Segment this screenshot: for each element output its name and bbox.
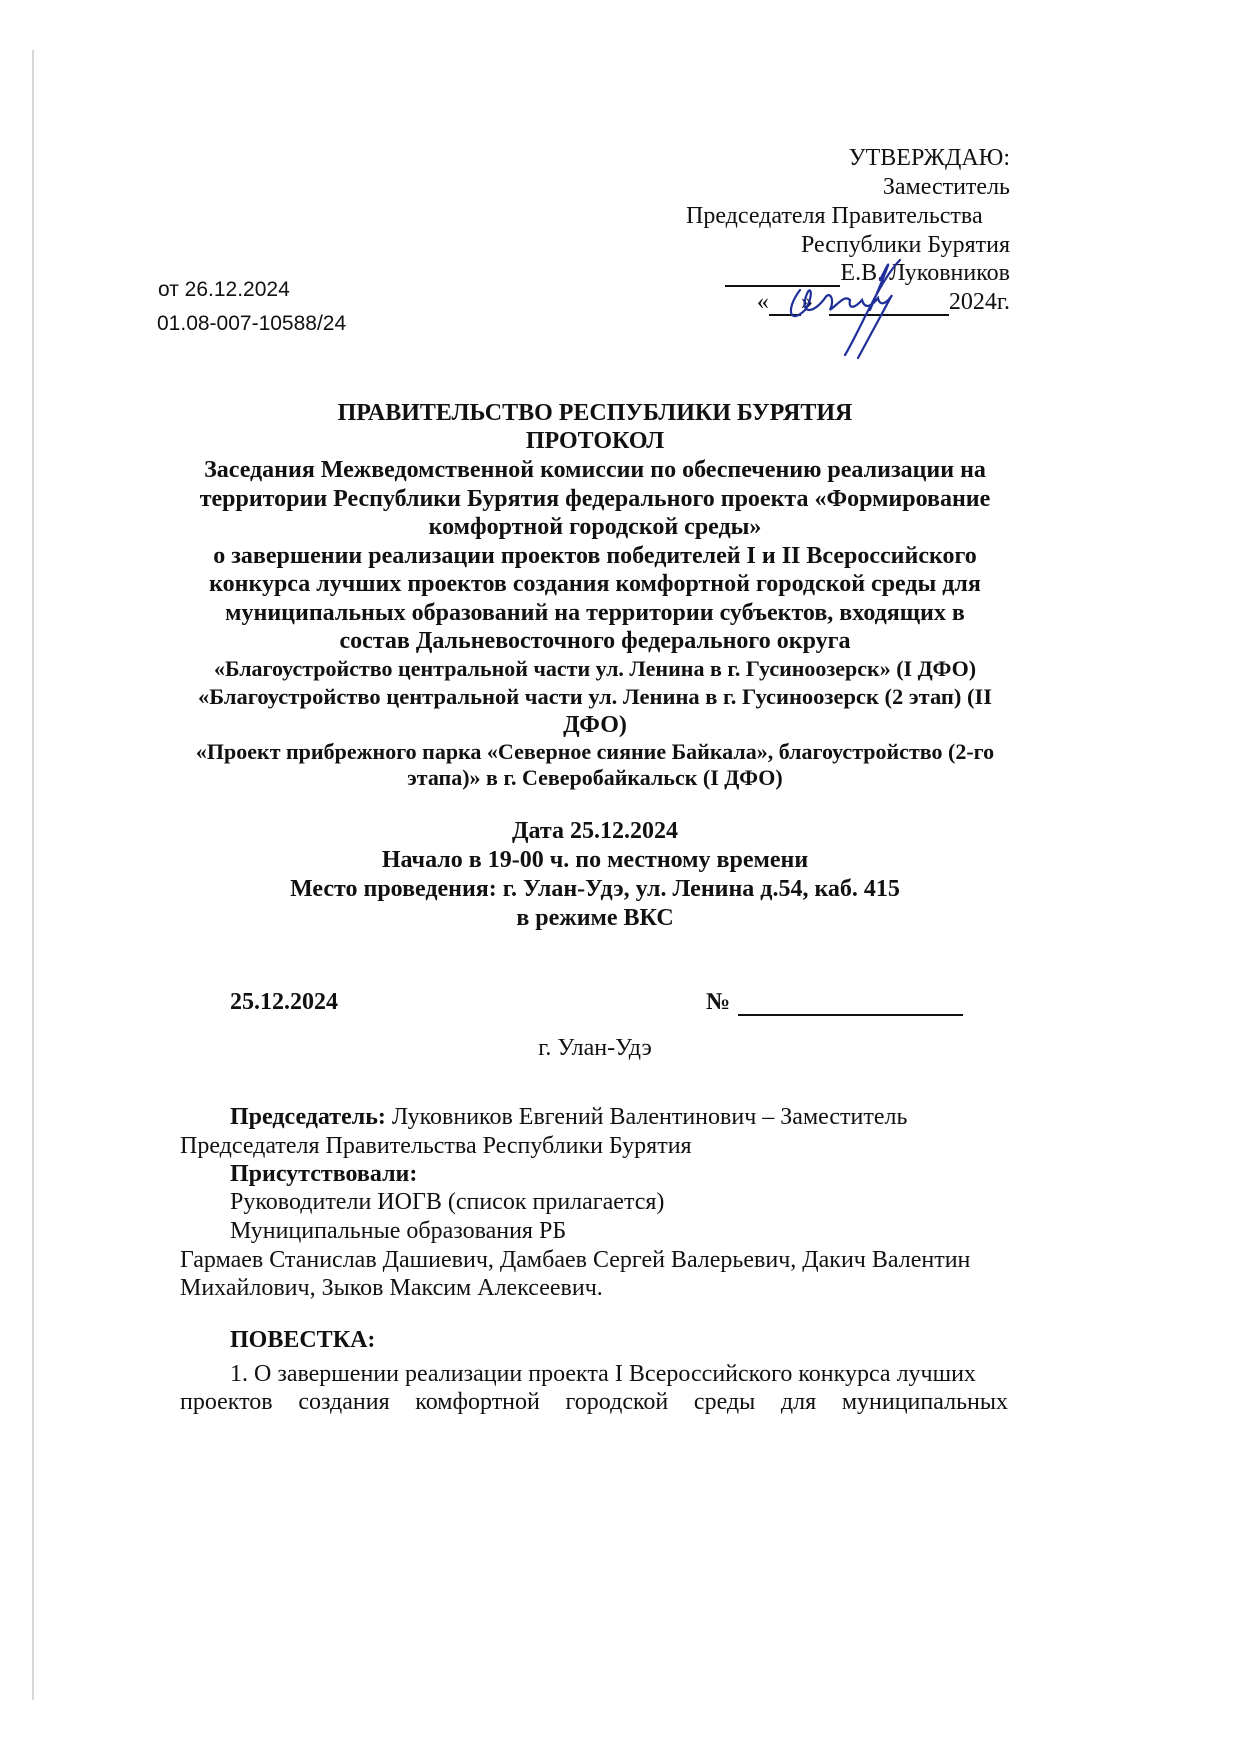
scan-edge	[32, 50, 34, 1700]
title-line: ДФО)	[563, 712, 627, 738]
title-line: комфортной городской среды»	[428, 514, 762, 540]
attendees-label: Присутствовали:	[230, 1161, 418, 1187]
approval-heading: УТВЕРЖДАЮ:	[848, 145, 1010, 171]
title-line: «Благоустройство центральной части ул. Ленина в г. Гусиноозерск (2 этап) (II	[198, 684, 992, 709]
meeting-start: Начало в 19-00 ч. по местному времени	[381, 847, 809, 873]
title-line: этапа)» в г. Северобайкальск (I ДФО)	[407, 765, 783, 790]
meeting-mode: в режиме ВКС	[516, 905, 674, 931]
attendee-names: Михайлович, Зыков Максим Алексеевич.	[180, 1275, 603, 1301]
registration-number: 01.08-007-10588/24	[157, 312, 347, 335]
agenda-item: проектов создания комфортной городской среды для муниципальных	[180, 1389, 1008, 1415]
chair-position: Председателя Правительства Республики Бурятия	[180, 1133, 692, 1159]
approval-line: Республики Бурятия	[801, 232, 1010, 258]
doc-number: №	[706, 988, 963, 1016]
title-line: о завершении реализации проектов победителей I и II Всероссийского	[213, 543, 977, 569]
chair: Председатель: Луковников Евгений Валентинович – Заместитель	[230, 1104, 908, 1130]
title-line: состав Дальневосточного федерального округа	[339, 628, 851, 654]
title-line: конкурса лучших проектов создания комфортной городской среды для	[209, 571, 981, 597]
title-line: Заседания Межведомственной комиссии по обеспечению реализации на	[204, 457, 986, 483]
attendee-item: Руководители ИОГВ (список прилагается)	[230, 1189, 665, 1215]
org-title: ПРАВИТЕЛЬСТВО РЕСПУБЛИКИ БУРЯТИЯ	[337, 400, 853, 426]
attendee-names: Гармаев Станислав Дашиевич, Дамбаев Сергей Валерьевич, Дакич Валентин	[180, 1247, 971, 1273]
approval-date: « » 2024г.	[756, 289, 1010, 315]
agenda-label: ПОВЕСТКА:	[230, 1327, 376, 1353]
meeting-place: Место проведения: г. Улан-Удэ, ул. Ленина д.54, каб. 415	[290, 876, 900, 902]
title-line: территории Республики Бурятия федерального проекта «Формирование	[199, 486, 991, 512]
doc-date: 25.12.2024	[230, 989, 338, 1015]
approver-name: Е.В. Луковников	[725, 259, 1010, 287]
agenda-item: 1. О завершении реализации проекта I Всероссийского конкурса лучших	[230, 1361, 976, 1387]
signature-image	[780, 240, 940, 365]
title-line: «Благоустройство центральной части ул. Ленина в г. Гусиноозерск» (I ДФО)	[213, 656, 977, 681]
city: г. Улан-Удэ	[538, 1035, 652, 1061]
approval-line: Заместитель	[882, 174, 1010, 200]
meeting-date: Дата 25.12.2024	[512, 818, 678, 844]
registration-date: от 26.12.2024	[158, 278, 290, 301]
attendee-item: Муниципальные образования РБ	[230, 1218, 567, 1244]
title-line: муниципальных образований на территории субъектов, входящих в	[225, 600, 965, 626]
title-line: «Проект прибрежного парка «Северное сияние Байкала», благоустройство (2-го	[195, 739, 995, 764]
approval-line: Председателя Правительства	[686, 203, 983, 229]
doc-type: ПРОТОКОЛ	[525, 428, 665, 454]
